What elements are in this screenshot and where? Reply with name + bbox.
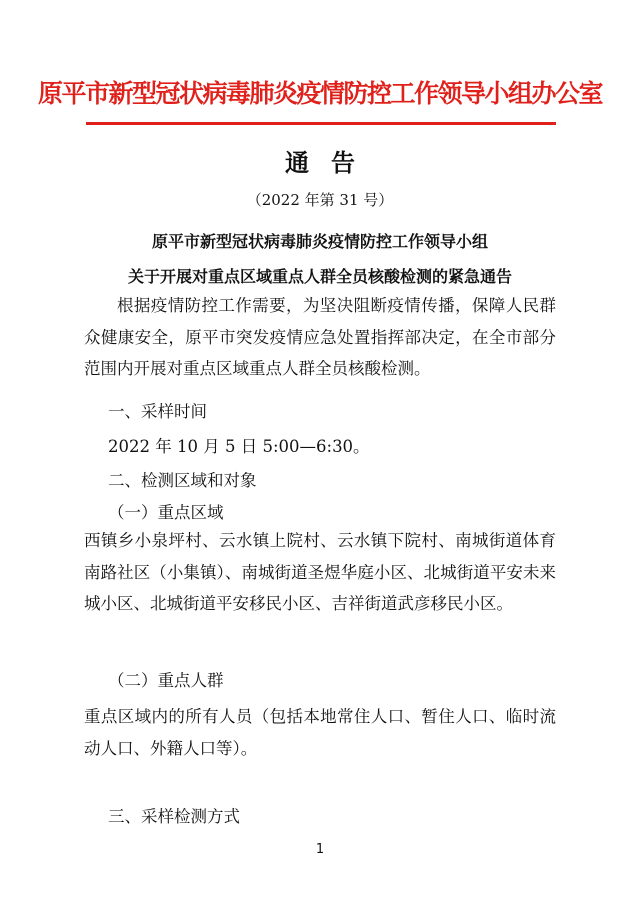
sub1-heading: （一）重点区域: [108, 503, 224, 522]
document-number: （2022 年第 31 号）: [246, 191, 394, 209]
notice-title: 通告: [285, 148, 377, 177]
section1-heading: 一、采样时间: [108, 402, 207, 421]
section2-heading: 二、检测区域和对象: [108, 471, 257, 490]
org-header-title: 原平市新型冠状病毒肺炎疫情防控工作领导小组办公室: [37, 79, 602, 108]
header-red-rule: [86, 122, 556, 125]
section3-heading: 三、采样检测方式: [108, 807, 240, 826]
page-number: 1: [315, 842, 325, 857]
sub1-body-paragraph: 西镇乡小泉坪村、云水镇上院村、云水镇下院村、南城街道体育南路社区（小集镇）、南城街道圣煜华庭小区、北城街道平安未来城小区、北城街道平安移民小区、吉祥街道武彦移民小区。: [84, 531, 556, 613]
notice-subject: 关于开展对重点区域重点人群全员核酸检测的紧急通告: [127, 267, 512, 286]
intro-paragraph: 根据疫情防控工作需要，为坚决阻断疫情传播，保障人民群众健康安全，原平市突发疫情应急处置指挥部决定，在全市部分范围内开展对重点区域重点人群全员核酸检测。: [84, 296, 556, 378]
section1-body: 2022 年 10 月 5 日 5:00—6:30。: [108, 437, 370, 456]
sub2-body-paragraph: 重点区域内的所有人员（包括本地常住人口、暂住人口、临时流动人口、外籍人口等）。: [84, 707, 556, 758]
sub2-heading: （二）重点人群: [108, 671, 224, 690]
issuer-name: 原平市新型冠状病毒肺炎疫情防控工作领导小组: [151, 232, 488, 251]
